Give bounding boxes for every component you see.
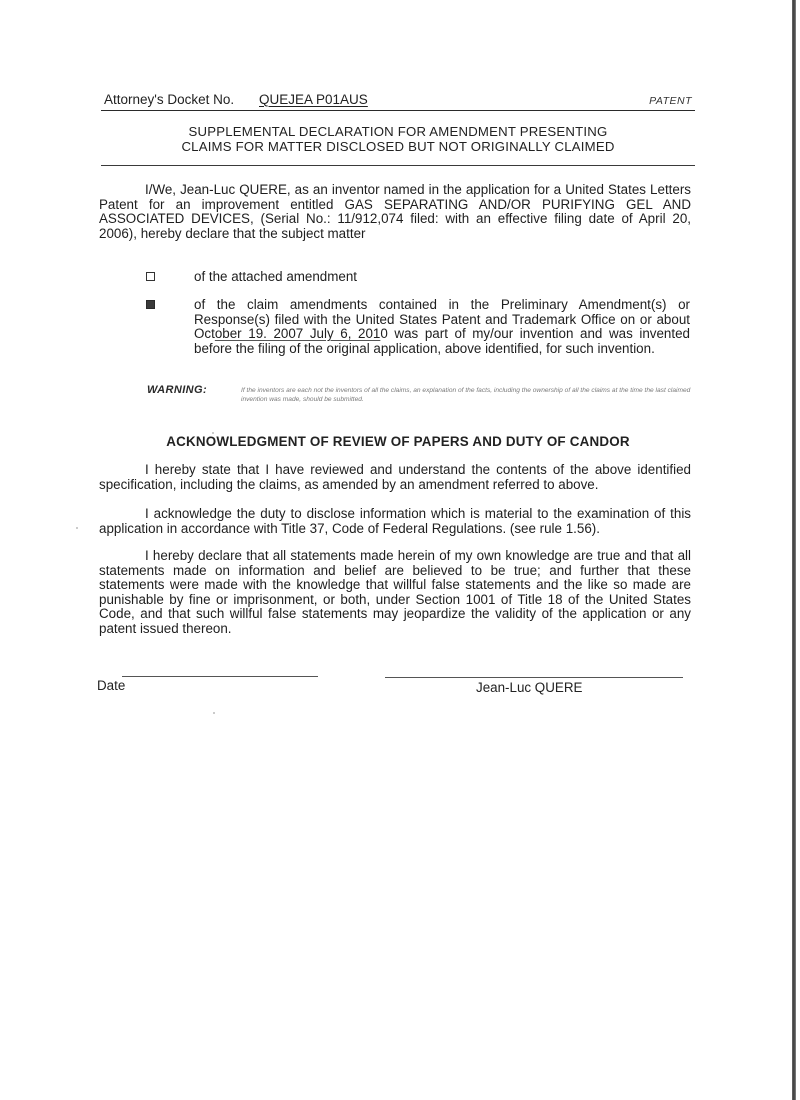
acknowledgment-paragraph-declaration <box>99 549 691 636</box>
docket-label: Attorney's Docket No. <box>104 92 235 107</box>
docket-number: QUEJEA P01AUS <box>259 92 368 107</box>
option-1-text: of the attached amendment <box>194 269 358 284</box>
ack-paragraph-3-text: I hereby declare that all statements made herein of my own knowledge are true and that all statements made on information and belief are believed to be true; and further that these statements were made with the knowledge that willful false statements and the like so made are punishable by fine or imprisonment, or both, under Section 1001 of Title 18 of the United States Code, and that such willful false statements may jeopardize the validity of the application or any patent issued thereon. <box>99 548 691 636</box>
acknowledgment-paragraph-duty <box>99 507 691 536</box>
ack-paragraph-2-text: I acknowledge the duty to disclose information which is material to the examination of this application in accordance with Title 37, Code of Federal Regulations. (see rule 1.56). <box>99 506 691 536</box>
date-signature-line[interactable] <box>122 676 318 677</box>
acknowledgment-paragraph-review <box>99 463 691 492</box>
scan-speck <box>212 432 214 434</box>
title-divider <box>101 165 695 166</box>
docket-header <box>101 90 695 111</box>
checkbox-checked-icon[interactable] <box>146 300 155 309</box>
checkbox-unchecked-icon[interactable] <box>146 272 155 281</box>
date-label: Date <box>97 678 126 693</box>
ack-paragraph-1-text: I hereby state that I have reviewed and understand the contents of the above identified specification, including the claims, as amended by an amendment referred to above. <box>99 462 691 492</box>
inventor-signature-line[interactable] <box>385 677 683 678</box>
warning-text: If the inventors are each not the inventors of all the claims, an explanation of the facts, including the ownership of all the claims at the time the last claimed invention was made, should be submitted. <box>241 387 691 403</box>
patent-label: PATENT <box>649 95 692 107</box>
option-2-text-end: 0 was part of my/our invention and was invented before the filing of the original application, above identified, for such invention. <box>194 326 690 356</box>
scan-speck <box>213 712 215 714</box>
acknowledgment-heading: ACKNOWLEDGMENT OF REVIEW OF PAPERS AND DUTY OF CANDOR <box>166 434 630 449</box>
title-line-2: CLAIMS FOR MATTER DISCLOSED BUT NOT ORIGINALLY CLAIMED <box>181 139 615 154</box>
option-2-date-edit: ober 19. 2007 July 6, 201 <box>214 326 381 341</box>
option-2-text-start: of the claim amendments contained in the Preliminary Amendment(s) or Response(s) filed with the United States Patent and Trademark Office on or about Oct <box>194 297 690 341</box>
title-line-1: SUPPLEMENTAL DECLARATION FOR AMENDMENT PRESENTING <box>188 124 608 139</box>
intro-text: I/We, Jean-Luc QUERE, as an inventor named in the application for a United States Letters Patent for an improvement entitled GAS SEPARATING AND/OR PURIFYING GEL AND ASSOCIATED DEVICES, (Serial No.: 11/912,074 filed: with an effective filing date of April 20, 2006), hereby declare that the subject matter <box>99 182 691 241</box>
scan-speck <box>76 527 78 529</box>
warning-label: WARNING: <box>147 384 208 396</box>
signer-name: Jean-Luc QUERE <box>476 680 583 695</box>
document-title <box>101 124 695 154</box>
scan-border-edge <box>792 0 796 1100</box>
intro-paragraph <box>99 183 691 241</box>
option-2-text <box>194 298 690 356</box>
